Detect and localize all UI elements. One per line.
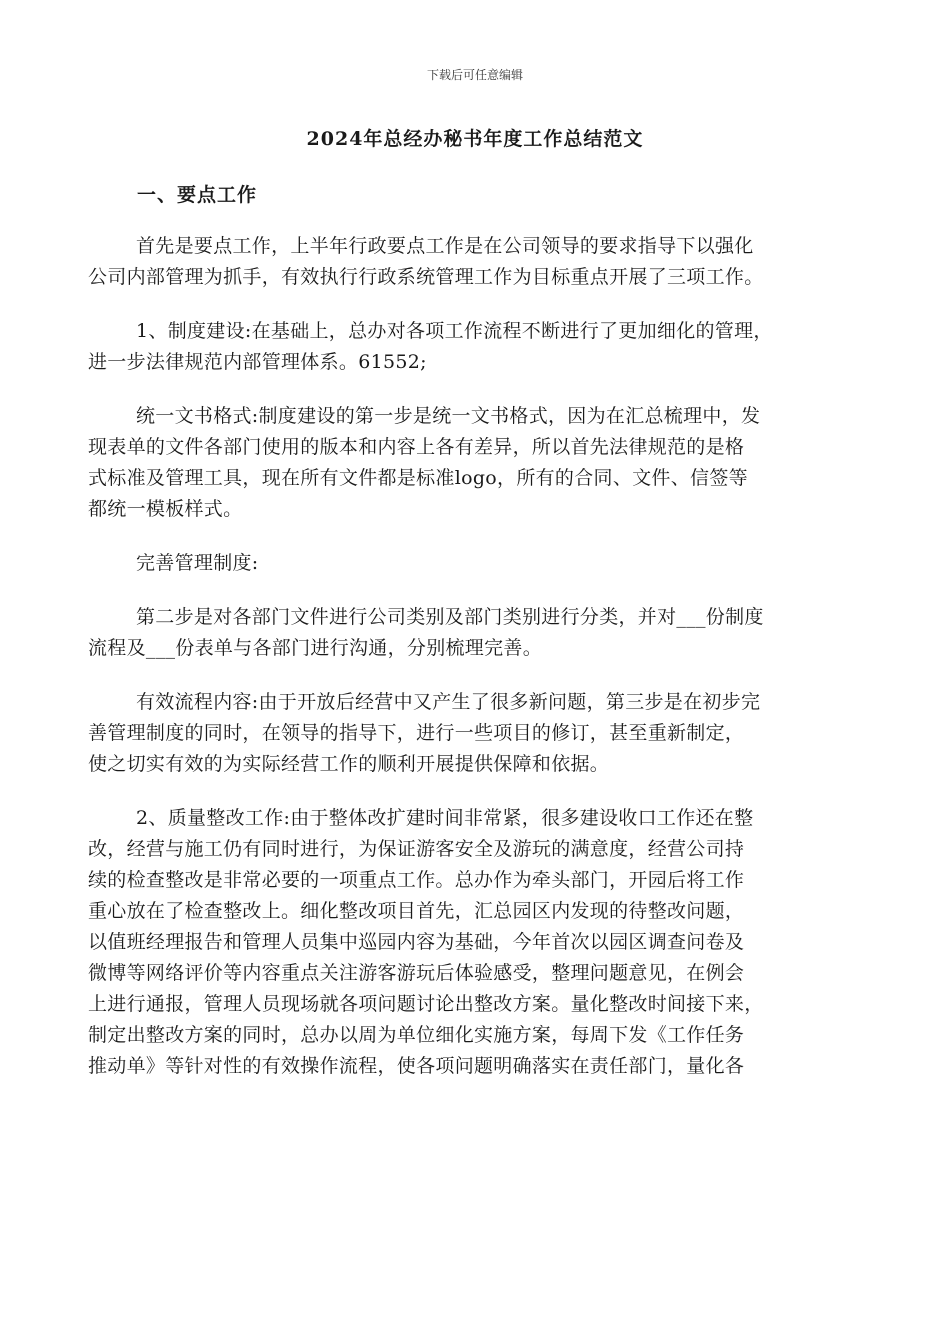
paragraph-line: 统一文书格式:制度建设的第一步是统一文书格式，因为在汇总梳理中，发 xyxy=(136,405,761,427)
paragraph-line: 进一步法律规范内部管理体系。61552; xyxy=(88,351,427,373)
document-title: 2024年总经办秘书年度工作总结范文 xyxy=(306,128,644,150)
paragraph-line: 2、质量整改工作:由于整体改扩建时间非常紧，很多建设收口工作还在整 xyxy=(136,807,754,829)
paragraph xyxy=(88,316,868,378)
paragraph-line: 制定出整改方案的同时，总办以周为单位细化实施方案，每周下发《工作任务 xyxy=(88,1024,745,1046)
paragraph-line: 上进行通报，管理人员现场就各项问题讨论出整改方案。量化整改时间接下来， xyxy=(88,993,764,1015)
paragraph-line: 善管理制度的同时，在领导的指导下，进行一些项目的修订，甚至重新制定， xyxy=(88,722,745,744)
paragraph xyxy=(88,231,868,293)
header-note: 下载后可任意编辑 xyxy=(426,68,523,82)
document-body xyxy=(88,231,868,1105)
paragraph-line: 使之切实有效的为实际经营工作的顺利开展提供保障和依据。 xyxy=(88,753,610,775)
paragraph-line: 流程及___份表单与各部门进行沟通，分别梳理完善。 xyxy=(88,637,543,659)
paragraph-line: 改，经营与施工仍有同时进行，为保证游客安全及游玩的满意度，经营公司持 xyxy=(88,838,745,860)
paragraph-line: 公司内部管理为抓手，有效执行行政系统管理工作为目标重点开展了三项工作。 xyxy=(88,266,764,288)
paragraph-line: 推动单》等针对性的有效操作流程，使各项问题明确落实在责任部门，量化各 xyxy=(88,1055,745,1077)
paragraph-line: 第二步是对各部门文件进行公司类别及部门类别进行分类，并对___份制度 xyxy=(136,606,764,628)
paragraph xyxy=(88,602,868,664)
paragraph xyxy=(88,401,868,525)
paragraph-line: 首先是要点工作，上半年行政要点工作是在公司领导的要求指导下以强化 xyxy=(136,235,754,257)
paragraph-line: 续的检查整改是非常必要的一项重点工作。总办作为牵头部门，开园后将工作 xyxy=(88,869,745,891)
paragraph-line: 式标准及管理工具，现在所有文件都是标准logo，所有的合同、文件、信签等 xyxy=(88,467,748,489)
paragraph xyxy=(88,803,868,1082)
paragraph-line: 有效流程内容:由于开放后经营中又产生了很多新问题，第三步是在初步完 xyxy=(136,691,761,713)
paragraph-line: 完善管理制度: xyxy=(136,552,259,574)
paragraph xyxy=(88,548,868,579)
paragraph xyxy=(88,687,868,780)
paragraph-line: 微博等网络评价等内容重点关注游客游玩后体验感受，整理问题意见，在例会 xyxy=(88,962,745,984)
paragraph-line: 重心放在了检查整改上。细化整改项目首先，汇总园区内发现的待整改问题， xyxy=(88,900,745,922)
section-heading: 一、要点工作 xyxy=(137,184,258,206)
paragraph-line: 都统一模板样式。 xyxy=(88,498,243,520)
paragraph-line: 现表单的文件各部门使用的版本和内容上各有差异，所以首先法律规范的是格 xyxy=(88,436,745,458)
paragraph-line: 以值班经理报告和管理人员集中巡园内容为基础，今年首次以园区调查问卷及 xyxy=(88,931,745,953)
paragraph-line: 1、制度建设:在基础上，总办对各项工作流程不断进行了更加细化的管理， xyxy=(136,320,773,342)
